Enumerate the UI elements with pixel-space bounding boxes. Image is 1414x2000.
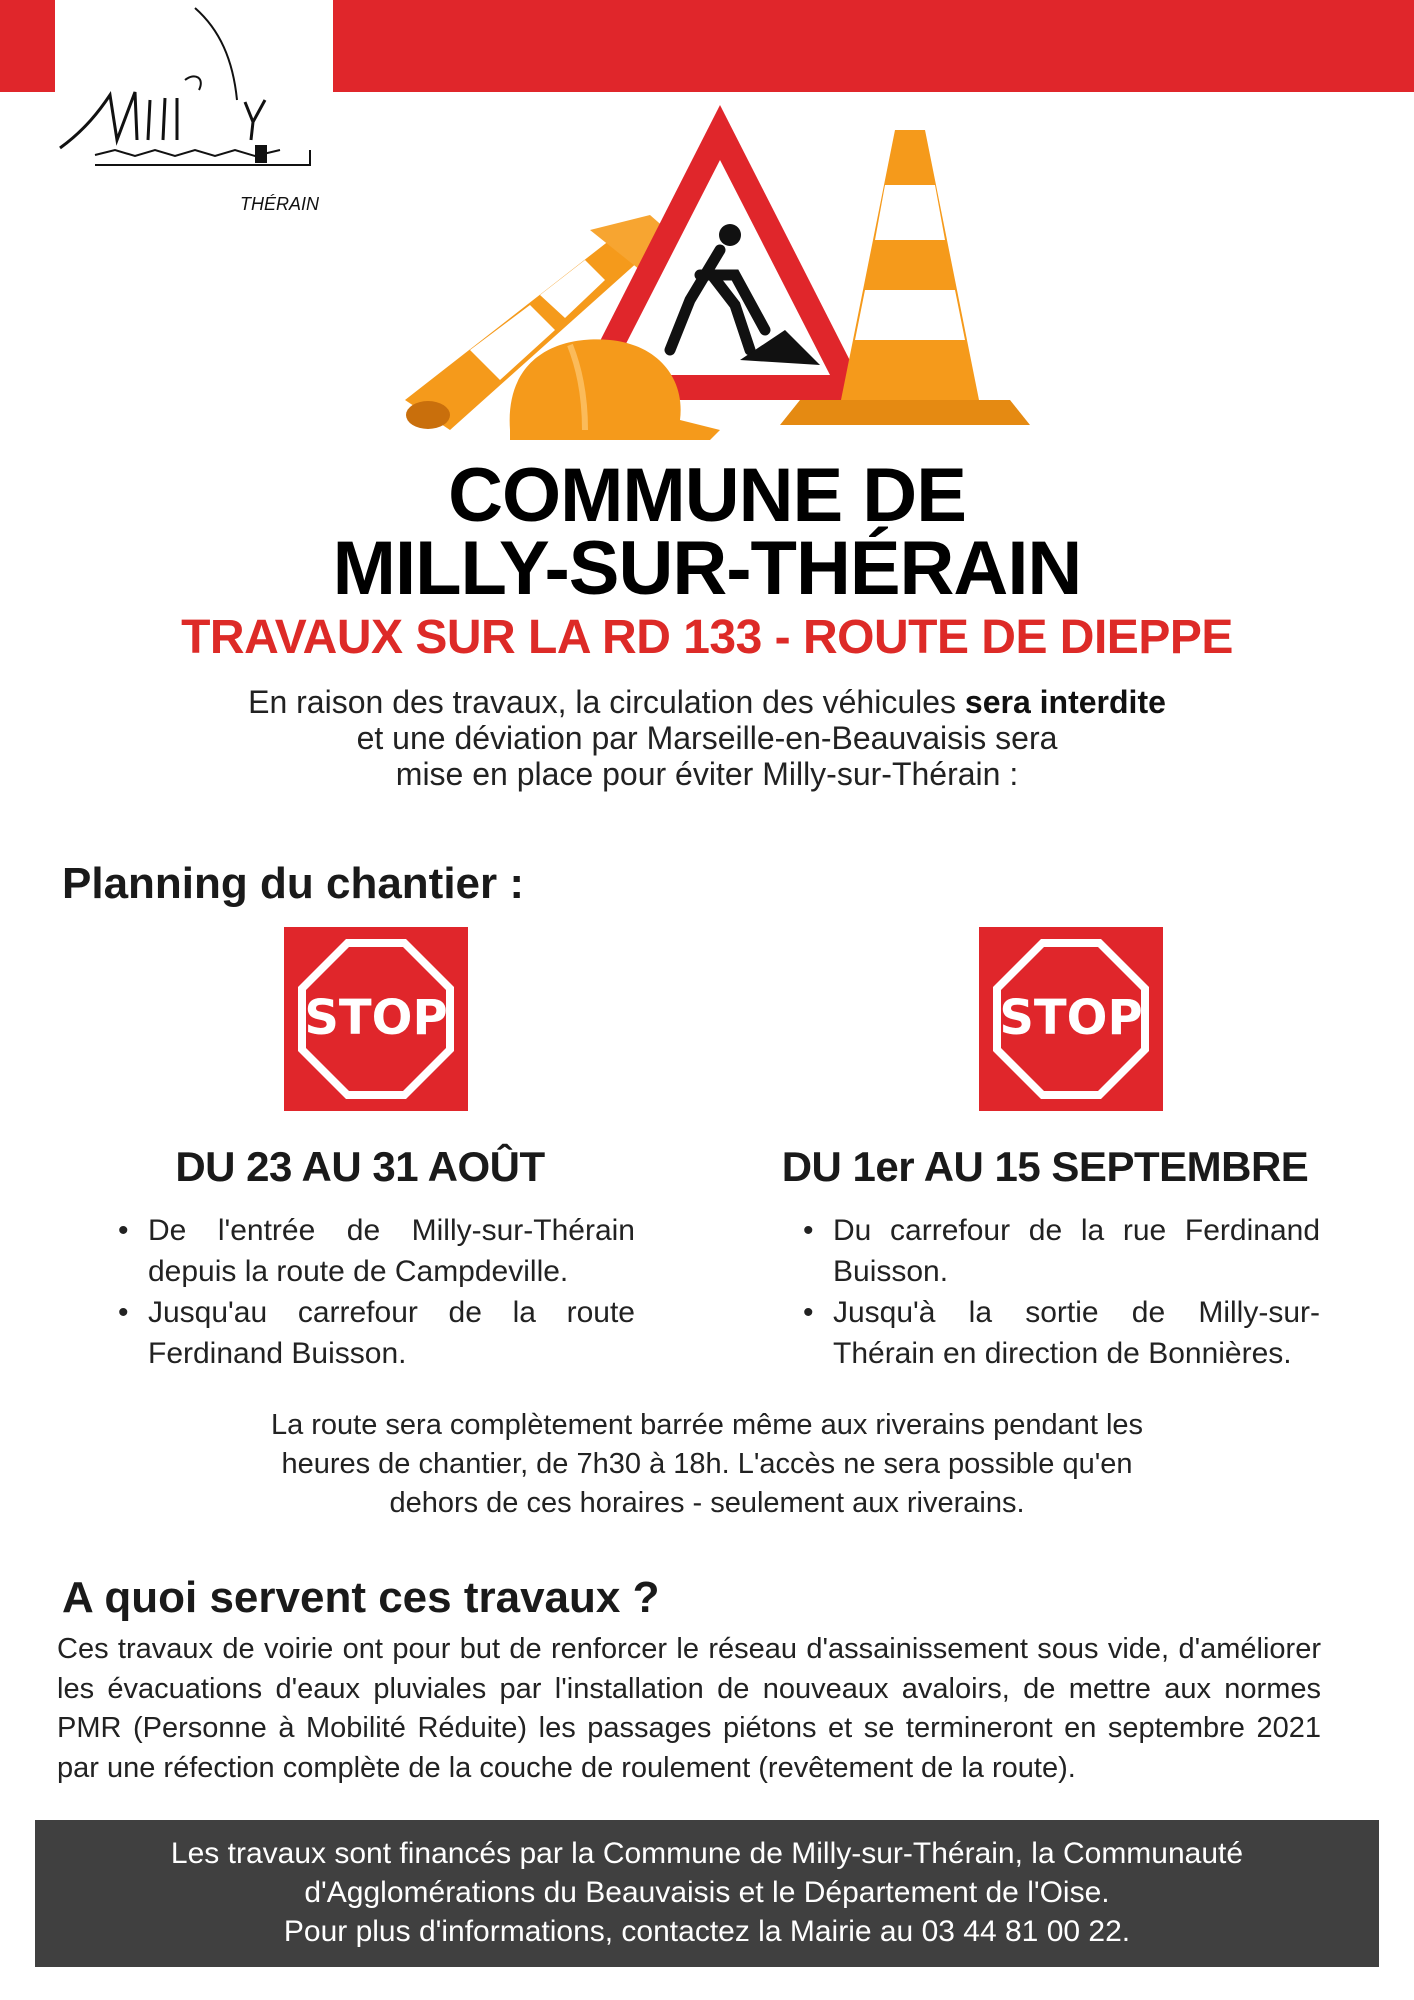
milly-logo: [55, 0, 333, 232]
note-line2: heures de chantier, de 7h30 à 18h. L'accès ne sera possible qu'en: [281, 1448, 1133, 1480]
list-item-text: Jusqu'au carrefour de la route Ferdinand Buisson.: [148, 1296, 635, 1370]
stop-sign-text: STOP: [999, 990, 1143, 1046]
list-item-text: Du carrefour de la rue Ferdinand Buisson.: [833, 1214, 1320, 1288]
footer-line3: Pour plus d'informations, contactez la Mairie au 03 44 81 00 22.: [283, 1915, 1131, 1948]
intro-paragraph: [157, 684, 1257, 792]
roadworks-illustration: [390, 100, 1030, 440]
stop-sign-icon: [979, 927, 1163, 1111]
list-item: • De l'entrée de Milly-sur-Thérain depuis la route de Campdeville.: [118, 1214, 635, 1288]
title-line-1: COMMUNE DE: [448, 453, 966, 538]
note-line1: La route sera complètement barrée même aux riverains pendant les: [270, 1409, 1144, 1441]
subtitle: TRAVAUX SUR LA RD 133 - ROUTE DE DIEPPE: [181, 611, 1233, 664]
logo-name-text: MILLY: [55, 0, 58, 1]
period-1-list: [110, 1210, 635, 1374]
period-2-list: [795, 1210, 1320, 1374]
list-item: • Jusqu'à la sortie de Milly-sur-Thérain en direction de Bonnières.: [803, 1296, 1320, 1370]
intro-line3: mise en place pour éviter Milly-sur-Thérain :: [395, 756, 1019, 792]
note-line3: dehors de ces horaires - seulement aux riverains.: [389, 1487, 1025, 1519]
title-line-2: MILLY-SUR-THÉRAIN: [332, 526, 1082, 611]
period-1-dates: DU 23 AU 31 AOÛT: [175, 1143, 545, 1190]
period-2-dates: DU 1er AU 15 SEPTEMBRE: [781, 1143, 1309, 1190]
footer-line2: d'Agglomérations du Beauvaisis et le Département de l'Oise.: [304, 1876, 1110, 1909]
purpose-paragraph: Ces travaux de voirie ont pour but de renforcer le réseau d'assainissement sous vide, d'améliorer les évacuations d'eaux pluviales par l'installation de nouveaux avaloirs, de mettre aux normes PMR (Personne à Mobilité Réduite) les passages piétons et se termineront en septembre 2021 par une réfection complète de la couche de roulement (revêtement de la route).: [57, 1633, 1321, 1784]
list-item: • Jusqu'au carrefour de la route Ferdinand Buisson.: [118, 1296, 635, 1370]
list-item-text: Jusqu'à la sortie de Milly-sur-Thérain en direction de Bonnières.: [833, 1296, 1320, 1370]
stop-sign-icon: [284, 927, 468, 1111]
intro-bold: sera interdite: [964, 684, 1166, 720]
planning-heading: Planning du chantier :: [62, 859, 525, 908]
purpose-heading: A quoi servent ces travaux ?: [62, 1573, 660, 1622]
footer-banner: [35, 1820, 1379, 1967]
list-item: • Du carrefour de la rue Ferdinand Buisson.: [803, 1214, 1320, 1288]
stop-sign-text: STOP: [304, 990, 448, 1046]
intro-part1: En raison des travaux, la circulation des véhicules: [248, 684, 965, 720]
list-item-text: De l'entrée de Milly-sur-Thérain depuis la route de Campdeville.: [148, 1214, 635, 1288]
logo-subtext: THÉRAIN: [240, 194, 320, 214]
footer-line1: Les travaux sont financés par la Commune de Milly-sur-Thérain, la Communauté: [170, 1837, 1244, 1870]
intro-line2: et une déviation par Marseille-en-Beauvaisis sera: [356, 720, 1058, 756]
closure-note: [207, 1406, 1207, 1523]
